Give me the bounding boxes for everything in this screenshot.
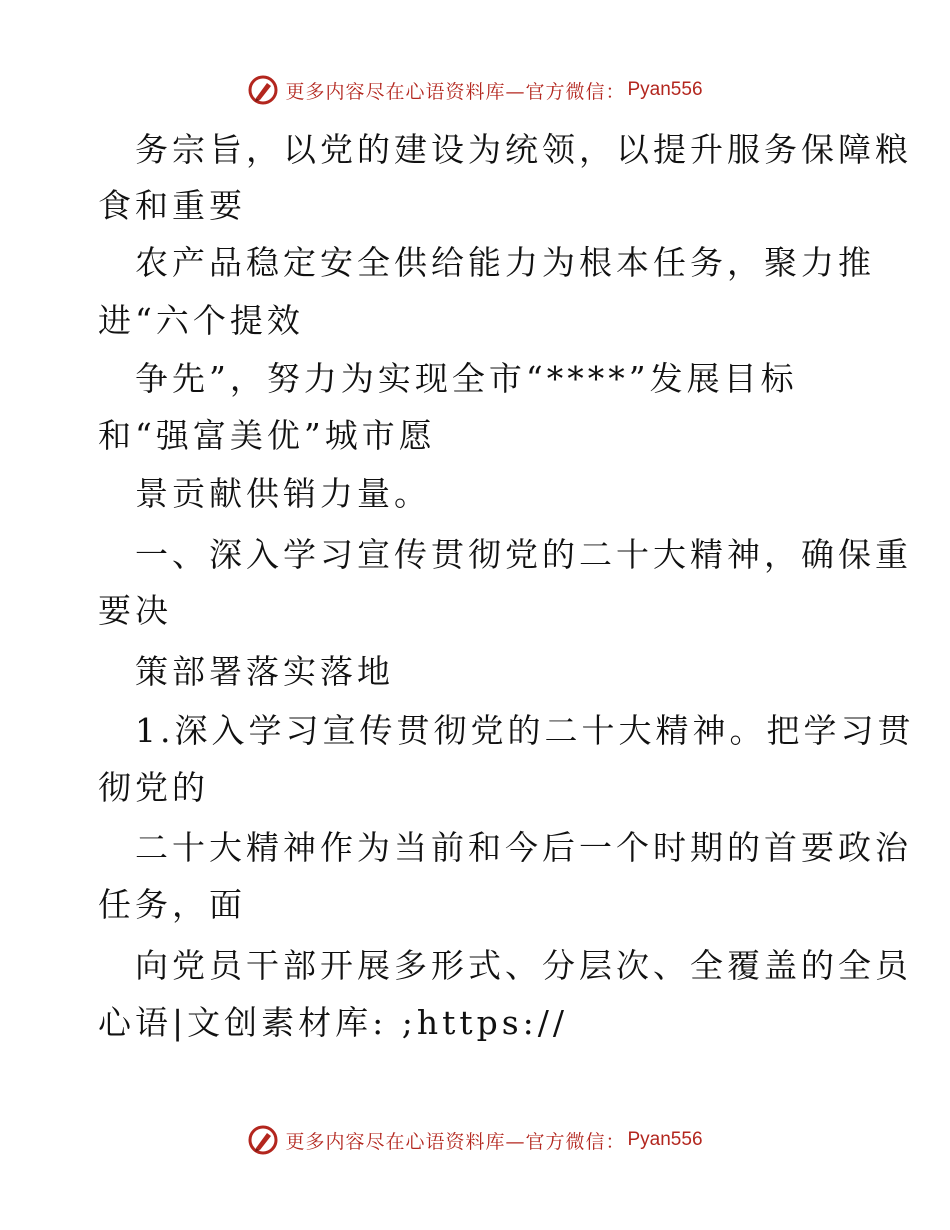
watermark-site-text: 更多内容尽在心语资料库—官方微信： bbox=[285, 1130, 626, 1153]
text-line: 一、深入学习宣传贯彻党的二十大精神，确保重 bbox=[135, 535, 912, 574]
text-line: 任务，面 bbox=[98, 885, 246, 924]
text-line: 二十大精神作为当前和今后一个时期的首要政治 bbox=[135, 828, 912, 867]
text-line: 争先”，努力为实现全市“****”发展目标 bbox=[135, 359, 798, 398]
text-line: 食和重要 bbox=[98, 186, 246, 225]
text-line: 1.深入学习宣传贯彻党的二十大精神。把学习贯 bbox=[135, 711, 915, 750]
text-line: 景贡献供销力量。 bbox=[135, 474, 431, 513]
pen-logo-icon bbox=[247, 1124, 279, 1156]
watermark-site-text: 更多内容尽在心语资料库—官方微信： bbox=[285, 80, 626, 103]
text-line: 向党员干部开展多形式、分层次、全覆盖的全员 bbox=[135, 946, 912, 985]
text-line: 务宗旨，以党的建设为统领，以提升服务保障粮 bbox=[135, 130, 912, 169]
watermark-wechat-id: Pyan556 bbox=[627, 1129, 703, 1150]
text-line: 进“六个提效 bbox=[98, 301, 304, 340]
pen-logo-icon bbox=[247, 74, 279, 106]
watermark-wechat-id: Pyan556 bbox=[627, 79, 703, 100]
footer-watermark bbox=[0, 1120, 950, 1160]
header-watermark bbox=[0, 70, 950, 110]
text-line: 彻党的 bbox=[98, 768, 209, 807]
text-line: 策部署落实落地 bbox=[135, 652, 394, 691]
text-line: 心语|文创素材库: ;https:// bbox=[98, 1003, 569, 1042]
text-line: 和“强富美优”城市愿 bbox=[98, 416, 436, 455]
text-line: 要决 bbox=[98, 591, 172, 630]
text-line: 农产品稳定安全供给能力为根本任务，聚力推 bbox=[135, 243, 875, 282]
